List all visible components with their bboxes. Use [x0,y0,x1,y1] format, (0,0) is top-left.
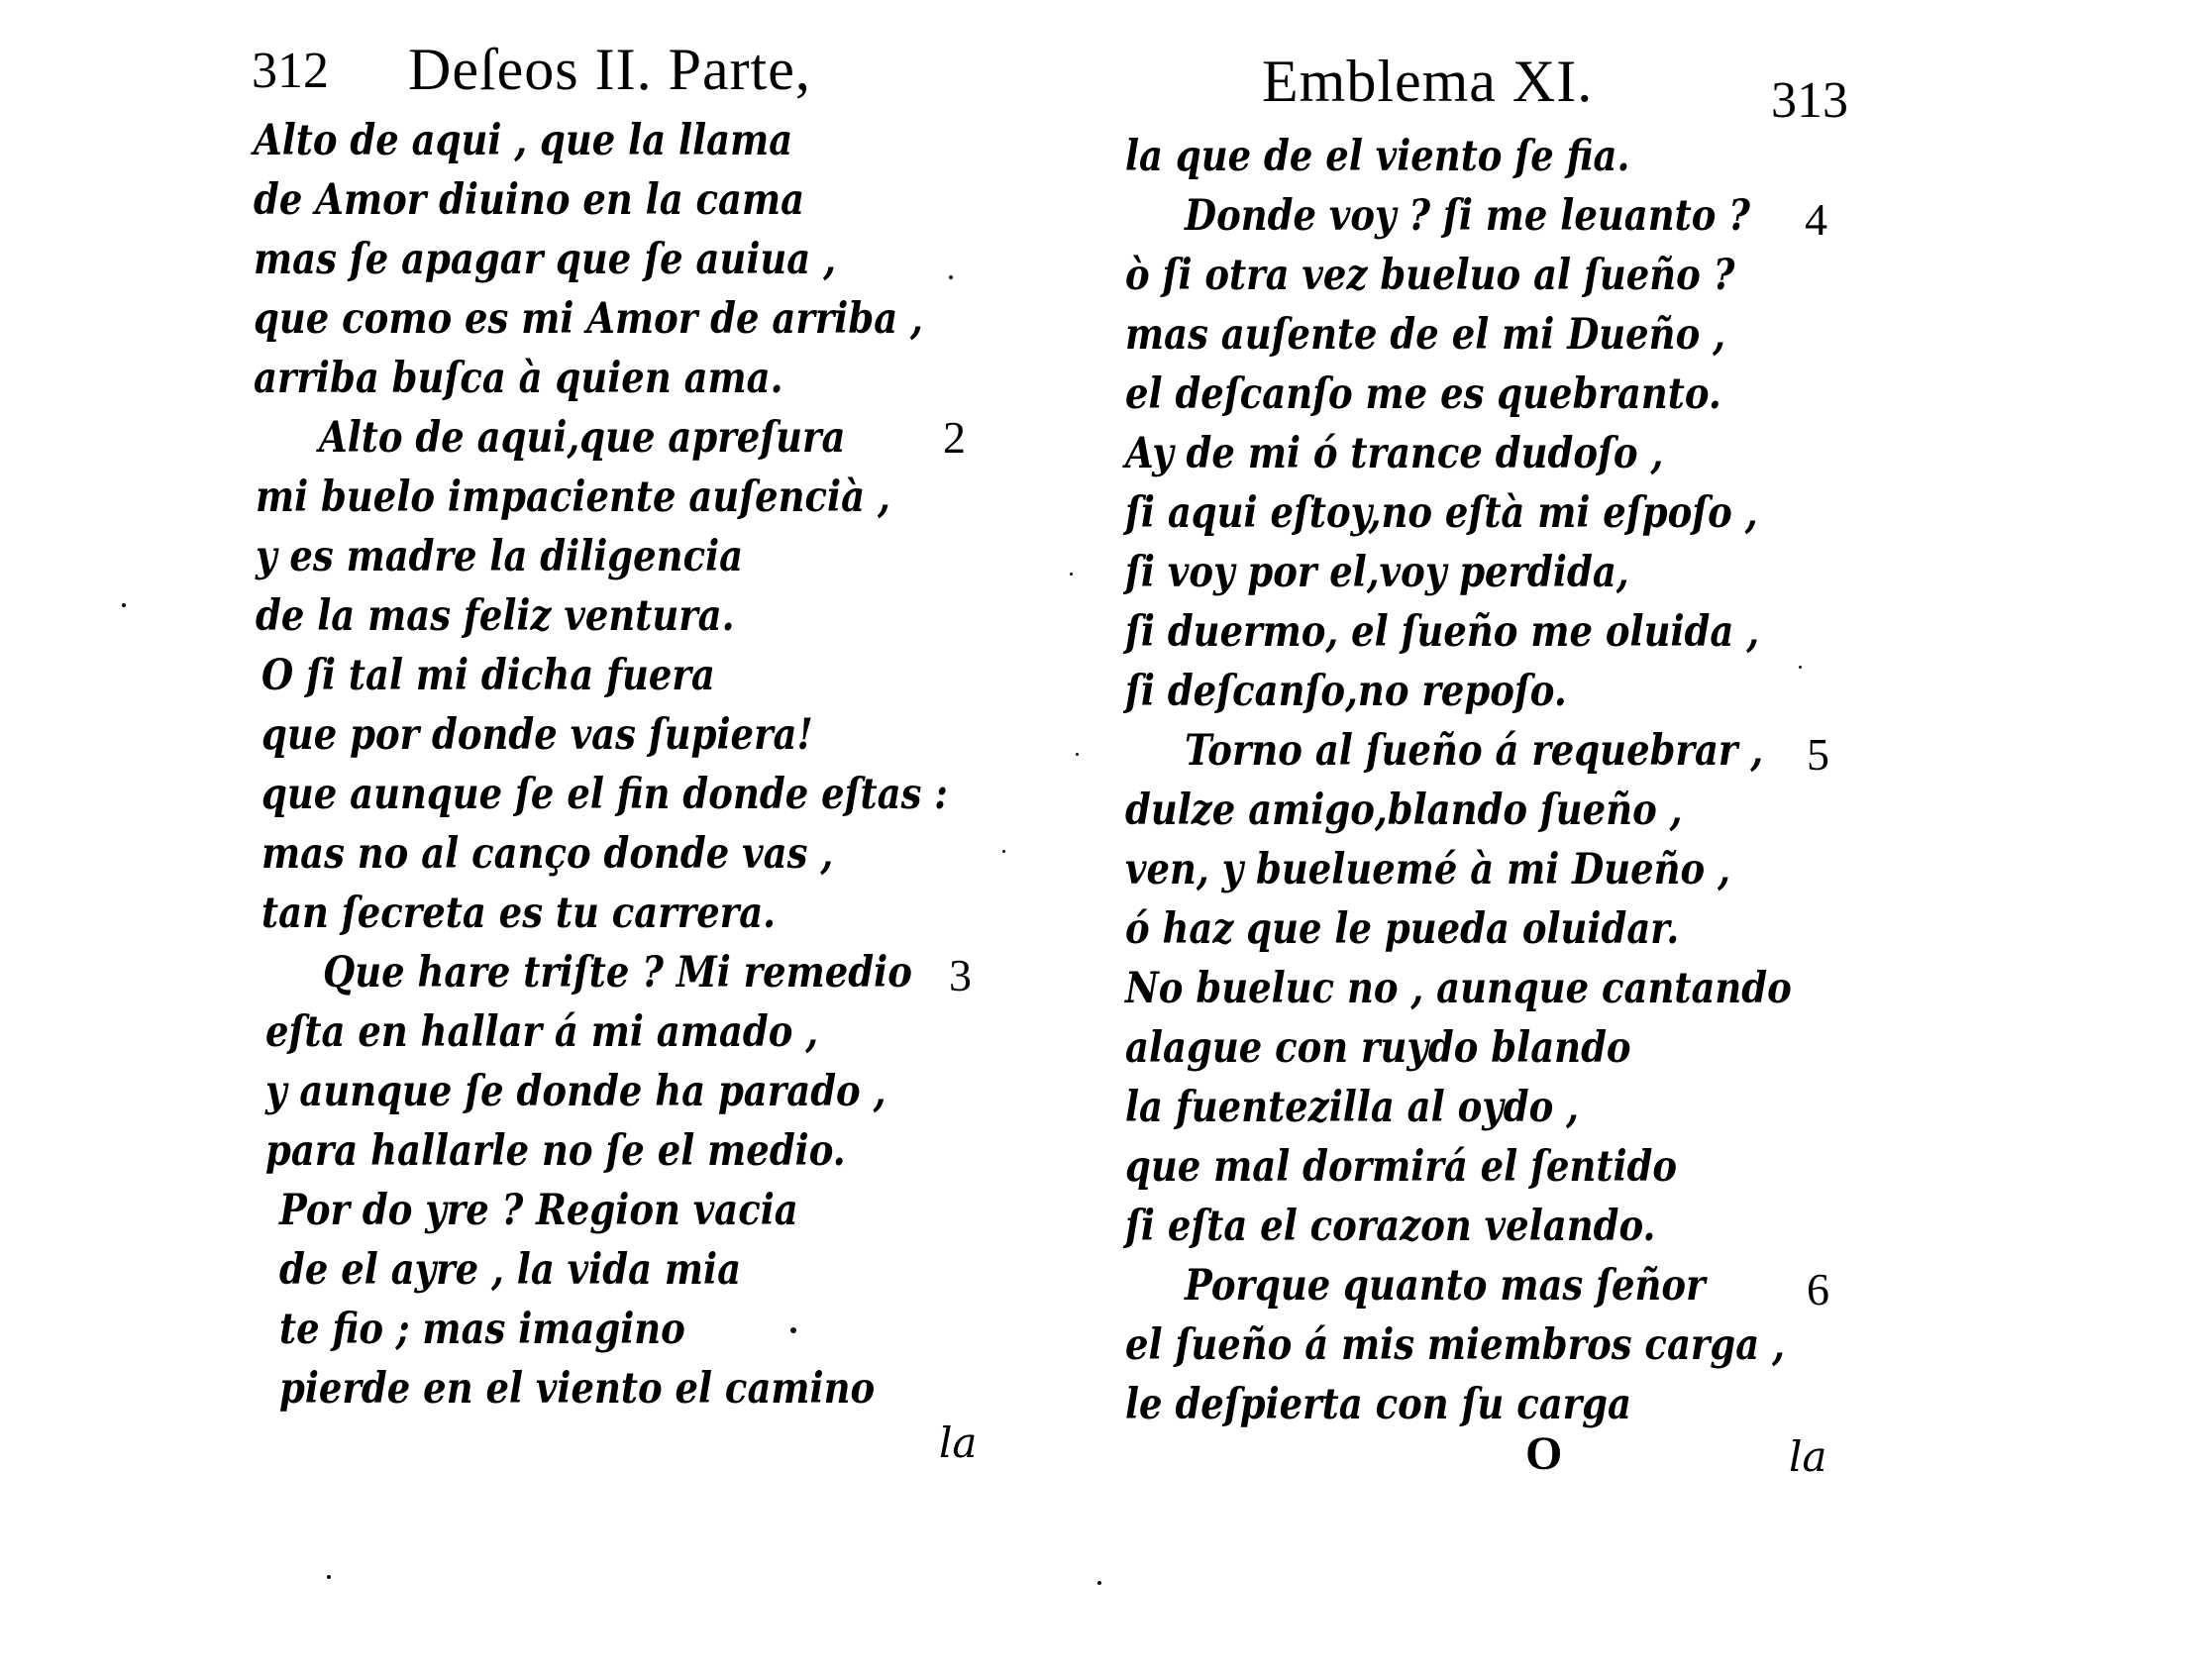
verse-line: que mal dormirá el ſentido [1125,1142,1678,1192]
stanza-number: 5 [1807,729,1829,780]
verse-line: la que de el viento ſe fia. [1125,132,1630,181]
scan-speck [1799,666,1802,669]
verse-line: la fuentezilla al oydo , [1125,1083,1579,1132]
verse-line: alague con ruydo blando [1125,1023,1631,1073]
signature-mark: O [1525,1427,1563,1480]
stanza-number: 2 [943,412,966,463]
scan-speck [1097,1581,1101,1585]
verse-line: Que hare triſte ? Mi remedio [323,948,912,998]
verse-line: para hallarle no ſe el medio. [265,1126,846,1176]
stanza-number: 3 [949,950,972,1000]
verse-line: mi buelo impaciente auſencià , [256,472,890,522]
verse-line: O ſi tal mi dicha fuera [261,651,715,700]
scan-speck [1002,850,1005,853]
left-page [0,0,1090,1680]
verse-line: Alto de aqui , que la llama [254,116,793,165]
page-number-right: 313 [1771,72,1848,129]
verse-line: y aunque ſe donde ha parado , [265,1067,886,1116]
verse-line: mas ſe apagar que ſe auiua , [254,235,836,284]
verse-line: de Amor diuino en la cama [254,175,805,225]
verse-line: y es madre la diligencia [256,532,744,581]
verse-line: Por do yre ? Region vacia [279,1186,798,1235]
page-number-left: 312 [252,43,329,99]
verse-line: tan ſecreta es tu carrera. [261,889,777,938]
verse-line: el deſcanſo me es quebranto. [1125,369,1721,419]
verse-line: el ſueño á mis miembros carga , [1125,1320,1785,1370]
stanza-number: 6 [1807,1264,1829,1314]
scan-speck [1070,573,1073,576]
verse-line: Porque quanto mas ſeñor [1185,1261,1706,1311]
stanza-number: 4 [1805,194,1827,245]
verse-line: pierde en el viento el camino [279,1364,876,1414]
scan-speck [122,603,126,607]
scan-speck [1076,753,1079,756]
scan-speck [790,1327,796,1333]
verse-line: ò ſi otra vez bueluo al ſueño ? [1125,251,1735,300]
verse-line: No bueluc no , aunque cantando [1125,964,1792,1013]
verse-line: que como es mi Amor de arriba , [254,294,923,344]
verse-line: mas auſente de el mi Dueño , [1125,310,1725,360]
verse-line: ſi duermo, el ſueño me oluida , [1125,607,1760,657]
verse-line: Torno al ſueño á requebrar , [1185,726,1764,776]
verse-line: ven, y bueluemé à mi Dueño , [1125,845,1730,894]
verse-line: que por donde vas ſupiera! [261,710,813,760]
verse-line: arriba buſca à quien ama. [254,354,783,403]
verse-line: mas no al canço donde vas , [261,829,834,879]
catchword-left: la [939,1418,978,1467]
right-page [1090,0,2188,1680]
verse-line: Ay de mi ó trance dudoſo , [1125,429,1664,478]
verse-line: te fio ; mas imagino [279,1305,685,1354]
verse-line: ſi deſcanſo,no repoſo. [1125,667,1567,716]
verse-line: le deſpierta con ſu carga [1125,1380,1631,1429]
running-head-right: Emblema XI. [1262,49,1594,114]
verse-line: de la mas feliz ventura. [256,591,735,641]
scan-speck [327,1575,331,1579]
catchword-right: la [1789,1432,1827,1481]
verse-line: Donde voy ? ſi me leuanto ? [1185,191,1750,241]
verse-line: ſi aqui eſtoy,no eſtà mi eſpoſo , [1125,488,1758,538]
verse-line: ſi eſta el corazon velando. [1125,1202,1656,1251]
verse-line: de el ayre , la vida mia [279,1245,742,1295]
scan-speck [949,275,953,279]
verse-line: Alto de aqui,que apreſura [319,413,846,463]
verse-line: eſta en hallar á mi amado , [265,1007,819,1057]
verse-line: ſi voy por el,voy perdida, [1125,548,1629,597]
running-head-left: Deſeos II. Parte, [408,37,811,102]
verse-line: que aunque ſe el fin donde eſtas : [261,770,948,819]
verse-line: ó haz que le pueda oluidar. [1125,904,1680,954]
verse-line: dulze amigo,blando ſueño , [1125,786,1683,835]
